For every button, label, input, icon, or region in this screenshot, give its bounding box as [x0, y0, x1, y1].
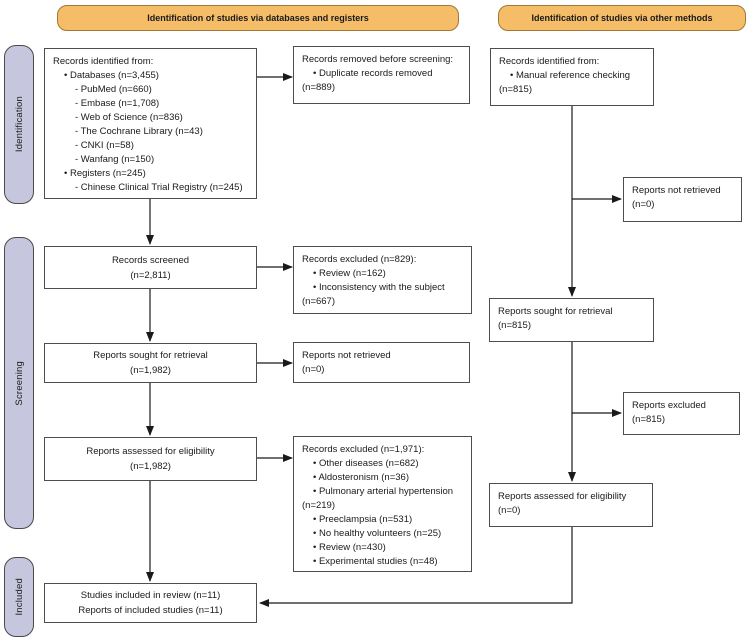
- box-text-line: Reports of included studies (n=11): [78, 605, 223, 616]
- box-text-line: (n=0): [632, 199, 655, 210]
- box-reports-sought-retrieval-other: [489, 298, 654, 342]
- box-records-excluded-eligibility: [293, 436, 472, 572]
- box-text-line: (n=219): [302, 500, 336, 511]
- box-text-line: • Review (n=162): [313, 268, 386, 279]
- box-text-line: Records excluded (n=1,971):: [302, 444, 425, 455]
- box-reports-assessed-eligibility-databases: [44, 437, 257, 481]
- banner-databases-registers: Identification of studies via databases and registers: [57, 5, 459, 31]
- box-text-line: Records screened: [111, 254, 190, 266]
- box-text-line: - The Cochrane Library (n=43): [75, 126, 203, 137]
- box-text-line: • Manual reference checking: [510, 70, 631, 81]
- box-records-identified-other-methods: [490, 48, 654, 106]
- stage-label-identification: Identification: [13, 96, 25, 153]
- box-text-line: (n=0): [302, 364, 325, 375]
- box-text-line: • Duplicate records removed: [313, 68, 433, 79]
- box-reports-not-retrieved-other: [623, 177, 742, 222]
- box-text-line: • Registers (n=245): [64, 168, 146, 179]
- box-text-line: - Wanfang (n=150): [75, 154, 155, 165]
- box-records-excluded-screening: [293, 246, 472, 314]
- box-text-line: Reports sought for retrieval: [498, 306, 613, 317]
- box-text-line: - PubMed (n=660): [75, 84, 152, 95]
- box-text-line: Records identified from:: [499, 56, 600, 67]
- box-text-line: - Embase (n=1,708): [75, 98, 160, 109]
- box-records-screened: [44, 246, 257, 289]
- box-text-line: • Databases (n=3,455): [64, 70, 159, 81]
- stage-label-screening: Screening: [13, 360, 25, 406]
- box-text-line: Reports not retrieved: [632, 185, 721, 196]
- box-text-line: • Experimental studies (n=48): [313, 556, 438, 567]
- box-reports-sought-retrieval-databases: [44, 343, 257, 383]
- box-text-line: (n=1,982): [130, 365, 171, 376]
- box-text-line: Reports excluded: [632, 400, 706, 411]
- box-text-line: Reports not retrieved: [302, 350, 391, 361]
- box-text-line: • Review (n=430): [313, 542, 386, 553]
- box-text-line: (n=815): [499, 84, 533, 95]
- box-text-line: - Chinese Clinical Trial Registry (n=245): [75, 182, 243, 193]
- banner-other-methods: Identification of studies via other methods: [498, 5, 746, 31]
- box-records-identified-databases: [44, 48, 257, 199]
- box-records-removed-before-screening: [293, 46, 470, 104]
- stage-tab-included: [4, 557, 34, 637]
- box-text-line: (n=2,811): [130, 269, 171, 281]
- box-text-line: (n=0): [498, 505, 521, 516]
- stage-tab-screening: [4, 237, 34, 529]
- stage-label-included: Included: [13, 578, 25, 616]
- box-reports-excluded-other: [623, 392, 740, 435]
- box-text-line: - CNKI (n=58): [75, 140, 134, 151]
- box-text-line: • Other diseases (n=682): [313, 458, 419, 469]
- box-text-line: • Pulmonary arterial hypertension: [313, 486, 454, 497]
- box-text-line: • Preeclampsia (n=531): [313, 514, 413, 525]
- box-text-line: Reports sought for retrieval: [93, 350, 208, 361]
- box-reports-not-retrieved-databases: [293, 342, 470, 383]
- box-text-line: - Web of Science (n=836): [75, 112, 183, 123]
- box-text-line: • Aldosteronism (n=36): [313, 472, 409, 483]
- box-studies-included-in-review: [44, 583, 257, 623]
- box-text-line: Records identified from:: [53, 56, 154, 67]
- box-text-line: • No healthy volunteers (n=25): [313, 528, 442, 539]
- box-text-line: • Inconsistency with the subject: [313, 282, 445, 293]
- box-text-line: (n=667): [302, 296, 336, 307]
- box-text-line: (n=889): [302, 82, 336, 93]
- box-text-line: Reports assessed for eligibility: [86, 446, 215, 457]
- box-text-line: Studies included in review (n=11): [80, 590, 221, 601]
- box-text-line: (n=815): [498, 320, 532, 331]
- box-reports-assessed-eligibility-other: [489, 483, 653, 527]
- box-text-line: Reports assessed for eligibility: [498, 491, 627, 502]
- box-text-line: Records excluded (n=829):: [302, 254, 417, 265]
- box-text-line: (n=1,982): [130, 461, 171, 472]
- box-text-line: Records removed before screening:: [302, 54, 454, 65]
- box-text-line: (n=815): [632, 414, 666, 425]
- stage-tab-identification: [4, 45, 34, 204]
